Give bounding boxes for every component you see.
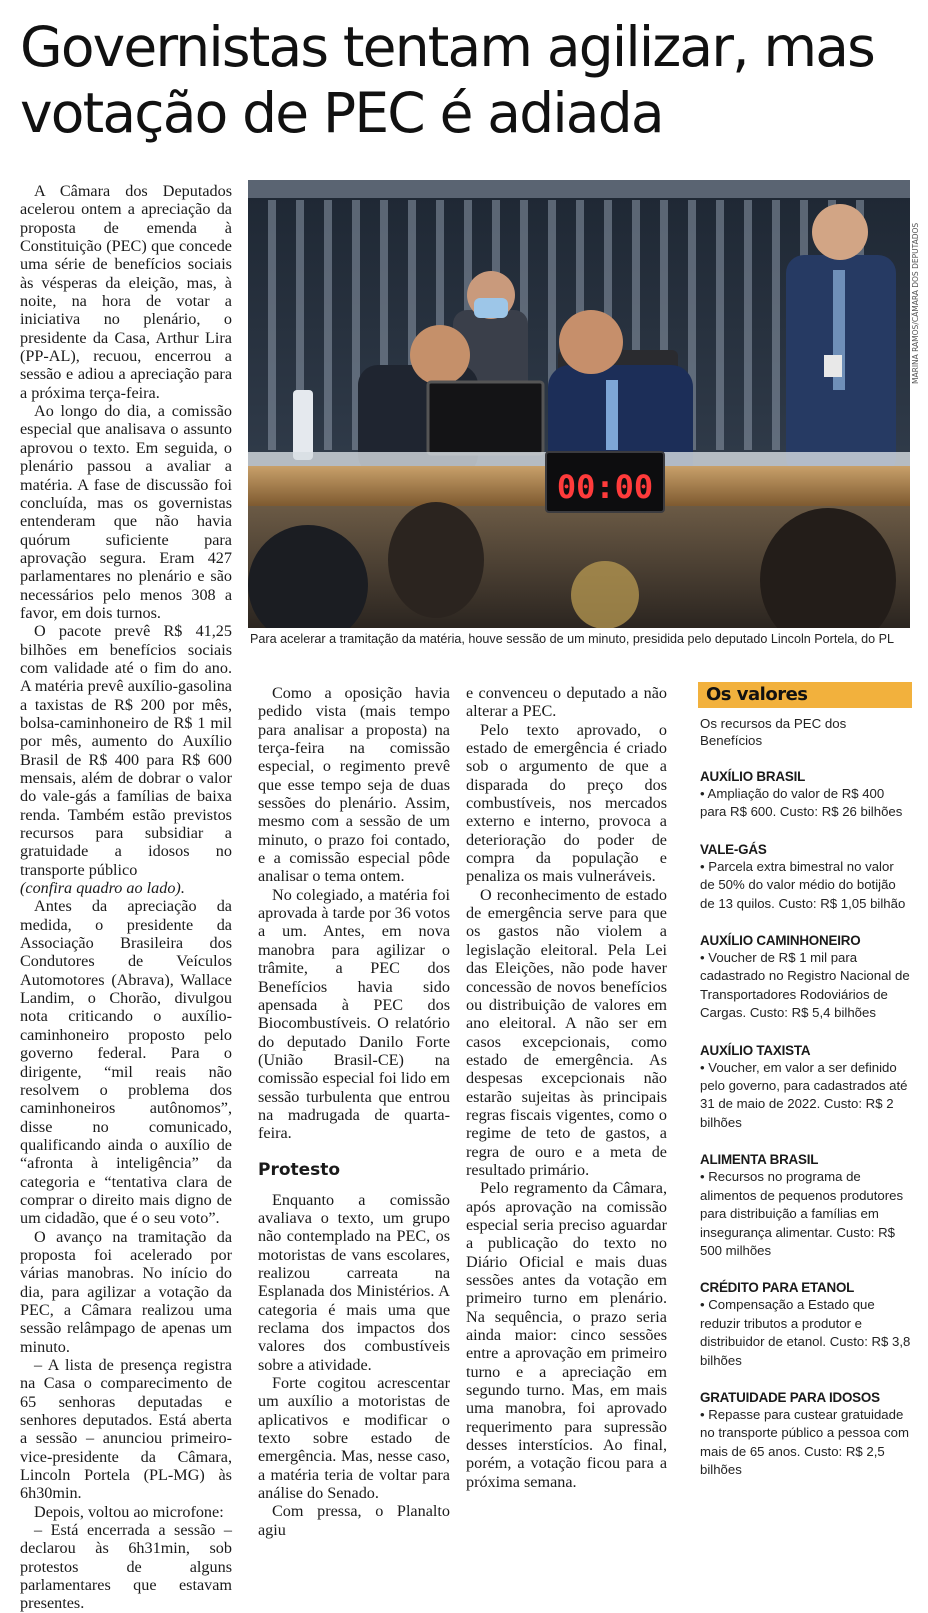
paragraph-aside: (confira quadro ao lado). [20, 879, 185, 898]
sidebar-item-text: • Voucher de R$ 1 mil para cadastrado no Registro Nacional de Transportadores Rodoviários de Cargas. Custo: R$ 5,4 bilhões [700, 950, 910, 1021]
paragraph: – Está encerrada a sessão – declarou às 6h31min, sob protestos de alguns parlamentares que estavam presentes. [20, 1521, 232, 1613]
sidebar-item [700, 769, 912, 822]
sidebar-item [700, 1390, 912, 1480]
sidebar-item-heading: AUXÍLIO BRASIL [700, 769, 806, 784]
article-column-3 [466, 684, 667, 1491]
paragraph: Enquanto a comissão avaliava o texto, um grupo não contemplado na PEC, os motoristas de vans escolares, realizou carreata na Esplanada dos Ministérios. A categoria é mais uma que reclama dos impactos dos valores dos combustíveis sobre a atividade. [258, 1190, 450, 1374]
paragraph: O avanço na tramitação da proposta foi acelerado por várias manobras. No início do dia, para agilizar a votação da PEC, a Câmara realizou uma sessão relâmpago de apenas um minuto. [20, 1227, 232, 1356]
sidebar-item-text: • Repasse para custear gratuidade no transporte público a pessoa com mais de 65 anos. Custo: R$ 2,5 bilhões [700, 1406, 909, 1478]
sidebar-item [700, 1280, 912, 1370]
paragraph: Como a oposição havia pedido vista (mais tempo para analisar a proposta) na terça-feira na comissão especial, o regimento prevê que esse tempo seja de duas sessões do plenário. Assim, mesmo com a sessão de um minuto, o prazo foi contado, e a comissão especial pôde analisar o tema ontem. [258, 684, 450, 886]
paragraph: Forte cogitou acrescentar um auxílio a motoristas de aplicativos e modificar o texto sobre estado de emergência. Mas, nesse caso, a matéria teria de voltar para análise do Senado. [258, 1374, 450, 1503]
news-photo [248, 180, 910, 628]
session-clock: 00:00 [556, 468, 654, 506]
paragraph: Depois, voltou ao microfone: [34, 1502, 224, 1521]
photo-caption: Para acelerar a tramitação da matéria, houve sessão de um minuto, presidida pelo deputado Lincoln Portela, do PL [250, 632, 895, 646]
sidebar-item-heading: AUXÍLIO TAXISTA [700, 1042, 811, 1058]
paragraph: Ao longo do dia, a comissão especial que analisava o assunto aprovou o texto. Em seguida, o plenário passou a avaliar a matéria. A fase de discussão foi concluída, mas os governistas entenderam que não havia quórum suficiente para aprovação segura. Eram 427 parlamentares no plenário e são necessários pelo menos 308 a favor, em dois turnos. [20, 402, 232, 622]
paragraph: Antes da apreciação da medida, o presidente da Associação Brasileira dos Condutores de Veículos Automotores (Abrava), Wallace Landim, o Chorão, divulgou nota criticando o auxílio-caminhoneiro proposto pelo governo federal. Para o dirigente, “mil reais não resolvem o problema dos caminhoneiros autônomos”, disse no comunicado, qualificando ainda o auxílio de “afronta à inteligência” da categoria e “tentativa clara de comprar o direito mais digno de um cidadão, que é o seu voto”. [20, 897, 232, 1228]
paragraph: No colegiado, a matéria foi aprovada à tarde por 36 votos a um. Antes, em nova manobra para agilizar o trâmite, a PEC dos Benefícios havia sido apensada à PEC dos Biocombustíveis. O relatório do deputado Danilo Forte (União Brasil-CE) na comissão especial foi lido em sessão turbulenta que entrou na madrugada de quarta-feira. [258, 885, 450, 1143]
photo-credit: MARINA RAMOS/CÂMARA DOS DEPUTADOS [911, 222, 920, 384]
sidebar-item-text: • Parcela extra bimestral no valor de 50% do valor médio do botijão de 13 quilos. Custo: R$ 1,05 bilhão [700, 858, 906, 911]
sidebar-item-heading: GRATUIDADE PARA IDOSOS [700, 1389, 880, 1405]
paragraph: Com pressa, o Planalto agiu [258, 1502, 450, 1539]
paragraph: – A lista de presença registra na Casa o comparecimento de 65 senhoras deputadas e senhores deputados. Está aberta a sessão – anunciou primeiro-vice-presidente da Câmara, Lincoln Portela (PL-MG) às 6h30min. [20, 1356, 232, 1503]
sidebar-item [700, 842, 912, 913]
paragraph: e convenceu o deputado a não alterar a PEC. [466, 684, 667, 721]
article-column-1 [20, 182, 232, 1613]
sidebar-subtitle: Os recursos da PEC dos Benefícios [700, 716, 847, 748]
paragraph: O reconhecimento de estado de emergência serve para que os gastos não violem a legislação eleitoral. Pela Lei das Eleições, não pode haver concessão de novos benefícios ou distribuição de valores em ano eleitoral. A não ser em casos excepcionais, como estado de emergência. As despesas excepcionais não estarão sujeitas às principais regras fiscais vigentes, como o regime de teto de gastos, a regra de ouro e a meta de resultado primário. [466, 885, 667, 1179]
sidebar-item [700, 1152, 912, 1260]
sidebar-item [700, 1043, 912, 1133]
article-column-2 [258, 684, 450, 1539]
plenary-photo-illustration [248, 180, 910, 628]
sidebar-item [700, 933, 912, 1023]
paragraph: O pacote prevê R$ 41,25 bilhões em benefícios sociais com validade até o fim do ano. A matéria prevê auxílio-gasolina a taxistas de R$ 200 por mês, bolsa-caminhoneiro de R$ 1 mil por mês, aumento do Auxílio Brasil de R$ 400 para R$ 600 mensais, além de dobrar o valor do vale-gás a famílias de baixa renda. Também estão previstos recursos para subsidiar a gratuidade a idosos no transporte público [20, 622, 232, 879]
sidebar-item-heading: ALIMENTA BRASIL [700, 1152, 819, 1168]
sidebar-item-text: • Ampliação do valor de R$ 400 para R$ 600. Custo: R$ 26 bilhões [700, 786, 903, 820]
section-subhead: Protesto [258, 1159, 341, 1180]
paragraph: A Câmara dos Deputados acelerou ontem a apreciação da proposta de emenda à Constituição (PEC) que concede uma série de benefícios sociais às vésperas da eleição, mas, à noite, na hora de votar a iniciativa no plenário, o presidente da Casa, Arthur Lira (PP-AL), recuou, encerrou a sessão e adiou a apreciação para a próxima terça-feira. [20, 182, 232, 402]
paragraph: Pelo texto aprovado, o estado de emergência é criado sob o argumento de que a disparada do preço dos combustíveis, nos mercados externo e interno, provoca a deterioração do poder de compra da população e penaliza os mais vulneráveis. [466, 720, 667, 886]
values-sidebar [698, 682, 912, 1480]
sidebar-item-heading: AUXÍLIO CAMINHONEIRO [700, 933, 861, 949]
sidebar-item-text: • Compensação a Estado que reduzir tributos a produtor e distribuidor de etanol. Custo: R$ 3,8 bilhões [700, 1297, 911, 1368]
paragraph: Pelo regramento da Câmara, após aprovação na comissão especial seria preciso aguardar a publicação do texto no Diário Oficial e mais duas sessões antes da votação em primeiro turno em plenário. Na sequência, o prazo seria ainda maior: cinco sessões entre a aprovação em primeiro turno e a apreciação em segundo turno. Mas, em mais uma manobra, foi aprovado requerimento para supressão desses interstícios. Ao final, porém, a votação ficou para a próxima semana. [466, 1179, 667, 1491]
sidebar-item-text: • Recursos no programa de alimentos de pequenos produtores para distribuição a famílias em insegurança alimentar. Custo: R$ 500 milhões [700, 1169, 904, 1258]
sidebar-item-text: • Voucher, em valor a ser definido pelo governo, para cadastrados até 31 de maio de 2022. Custo: R$ 2 bilhões [700, 1059, 908, 1130]
sidebar-item-heading: VALE-GÁS [700, 841, 767, 857]
sidebar-title: Os valores [698, 682, 912, 708]
sidebar-item-heading: CRÉDITO PARA ETANOL [700, 1280, 855, 1296]
headline: Governistas tentam agilizar, mas votação de PEC é adiada [20, 15, 875, 145]
